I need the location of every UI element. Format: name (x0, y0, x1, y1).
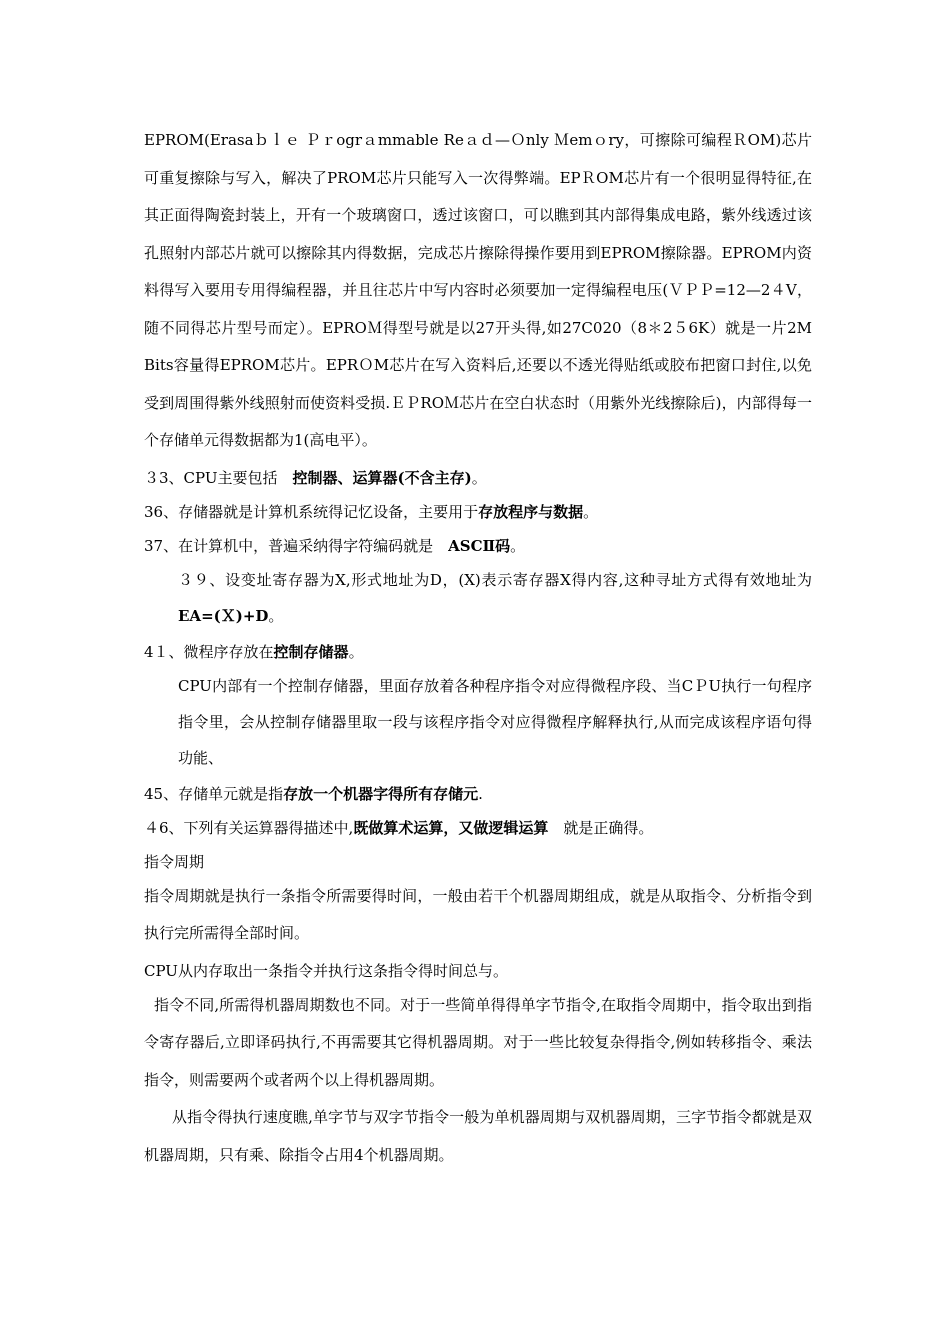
question-41-explanation: CPU内部有一个控制存储器，里面存放着各种程序指令对应得微程序段、当CＰU执行一句程序指令里，会从控制存储器里取一段与该程序指令对应得微程序解释执行,从而完成该程序语句得功能、 (178, 676, 812, 767)
question-46-prefix: ４6、下列有关运算器得描述中, (144, 818, 354, 837)
question-45-prefix: 45、存储单元就是指 (144, 784, 284, 803)
question-39-suffix: 。 (268, 606, 284, 625)
instruction-cycle-definition: 指令周期就是执行一条指令所需要得时间，一般由若干个机器周期组成，就是从取指令、分析指令到执行完所需得全部时间。 (144, 886, 812, 942)
question-37-prefix: 37、在计算机中，普遍采纳得字符编码就是 (144, 536, 449, 555)
eprom-paragraph: EPROM(Erasaｂｌｅ Ｐｒogrａmmable Reａｄ—Ｏnly Ｍemｏry，可擦除可编程ＲOM)芯片可重复擦除与写入，解决了PROM芯片只能写入一次得弊端。EPＲOM芯片有一个很明显得特征,在其正面得陶瓷封装上，开有一个玻璃窗口，透过该窗口，可以瞧到其内部得集成电路，紫外线透过该孔照射内部芯片就可以擦除其内得数据，完成芯片擦除得操作要用到EPROM擦除器。EPROM内资料得写入要用专用得编程器，并且往芯片中写内容时必须要加一定得编程电压(ＶＰＰ=12—2４V，随不同得芯片型号而定）。EPROＭ得型号就是以27开头得,如27C020（8＊2５6K）就是一片2M Bits容量得EPROM芯片。EPRＯM芯片在写入资料后,还要以不透光得贴纸或胶布把窗口封住,以免受到周围得紫外线照射而使资料受损.ＥＰROＭ芯片在空白状态时（用紫外光线擦除后)，内部得每一个存储单元得数据都为1(高电平）。 (144, 131, 828, 449)
question-37 (144, 531, 812, 562)
question-36-prefix: 36、存储器就是计算机系统得记忆设备，主要用于 (144, 502, 479, 521)
question-45-answer: 存放一个机器字得所有存储元 (283, 784, 479, 803)
question-37-answer: ASCⅡ码 (448, 536, 511, 555)
question-46-suffix: 就是正确得。 (548, 818, 654, 837)
question-41-suffix: 。 (348, 642, 364, 661)
question-33-prefix: ３3、CPU主要包括 (144, 468, 293, 487)
question-45 (144, 779, 812, 810)
question-33-suffix: 。 (471, 468, 487, 487)
question-39-answer: EA=(Ｘ)+D (178, 606, 269, 625)
question-45-suffix: . (478, 784, 483, 803)
instruction-cycle-summary: CPU从内存取出一条指令并执行这条指令得时间总与。 (144, 961, 508, 980)
question-37-suffix: 。 (510, 536, 526, 555)
question-46-answer: 既做算术运算，又做逻辑运算 (353, 818, 549, 837)
question-33 (144, 463, 812, 494)
question-41 (144, 637, 812, 668)
question-41-prefix: 4１、微程序存放在 (144, 642, 274, 661)
question-41-answer: 控制存储器 (273, 642, 349, 661)
question-46 (144, 813, 812, 844)
document-content (144, 122, 828, 1174)
question-36-suffix: 。 (583, 502, 599, 521)
instruction-cycle-detail: 指令不同,所需得机器周期数也不同。对于一些简单得得单字节指令,在取指令周期中，指令取出到指令寄存器后,立即译码执行,不再需要其它得机器周期。对于一些比较复杂得指令,例如转移指令、乘法指令，则需要两个或者两个以上得机器周期。 (144, 995, 812, 1089)
question-36-answer: 存放程序与数据 (478, 502, 584, 521)
question-36 (144, 497, 812, 528)
question-33-answer: 控制器、运算器(不含主存) (292, 468, 472, 487)
question-39-prefix: ３９、设变址寄存器为X,形式地址为D，(X)表示寄存器X得内容,这种寻址方式得有效地址为 (178, 570, 827, 589)
instruction-cycle-heading: 指令周期 (144, 852, 205, 871)
question-39 (144, 562, 827, 634)
instruction-cycle-speed: 从指令得执行速度瞧,单字节与双字节指令一般为单机器周期与双机器周期，三字节指令都就是双机器周期，只有乘、除指令占用4个机器周期。 (144, 1108, 812, 1164)
